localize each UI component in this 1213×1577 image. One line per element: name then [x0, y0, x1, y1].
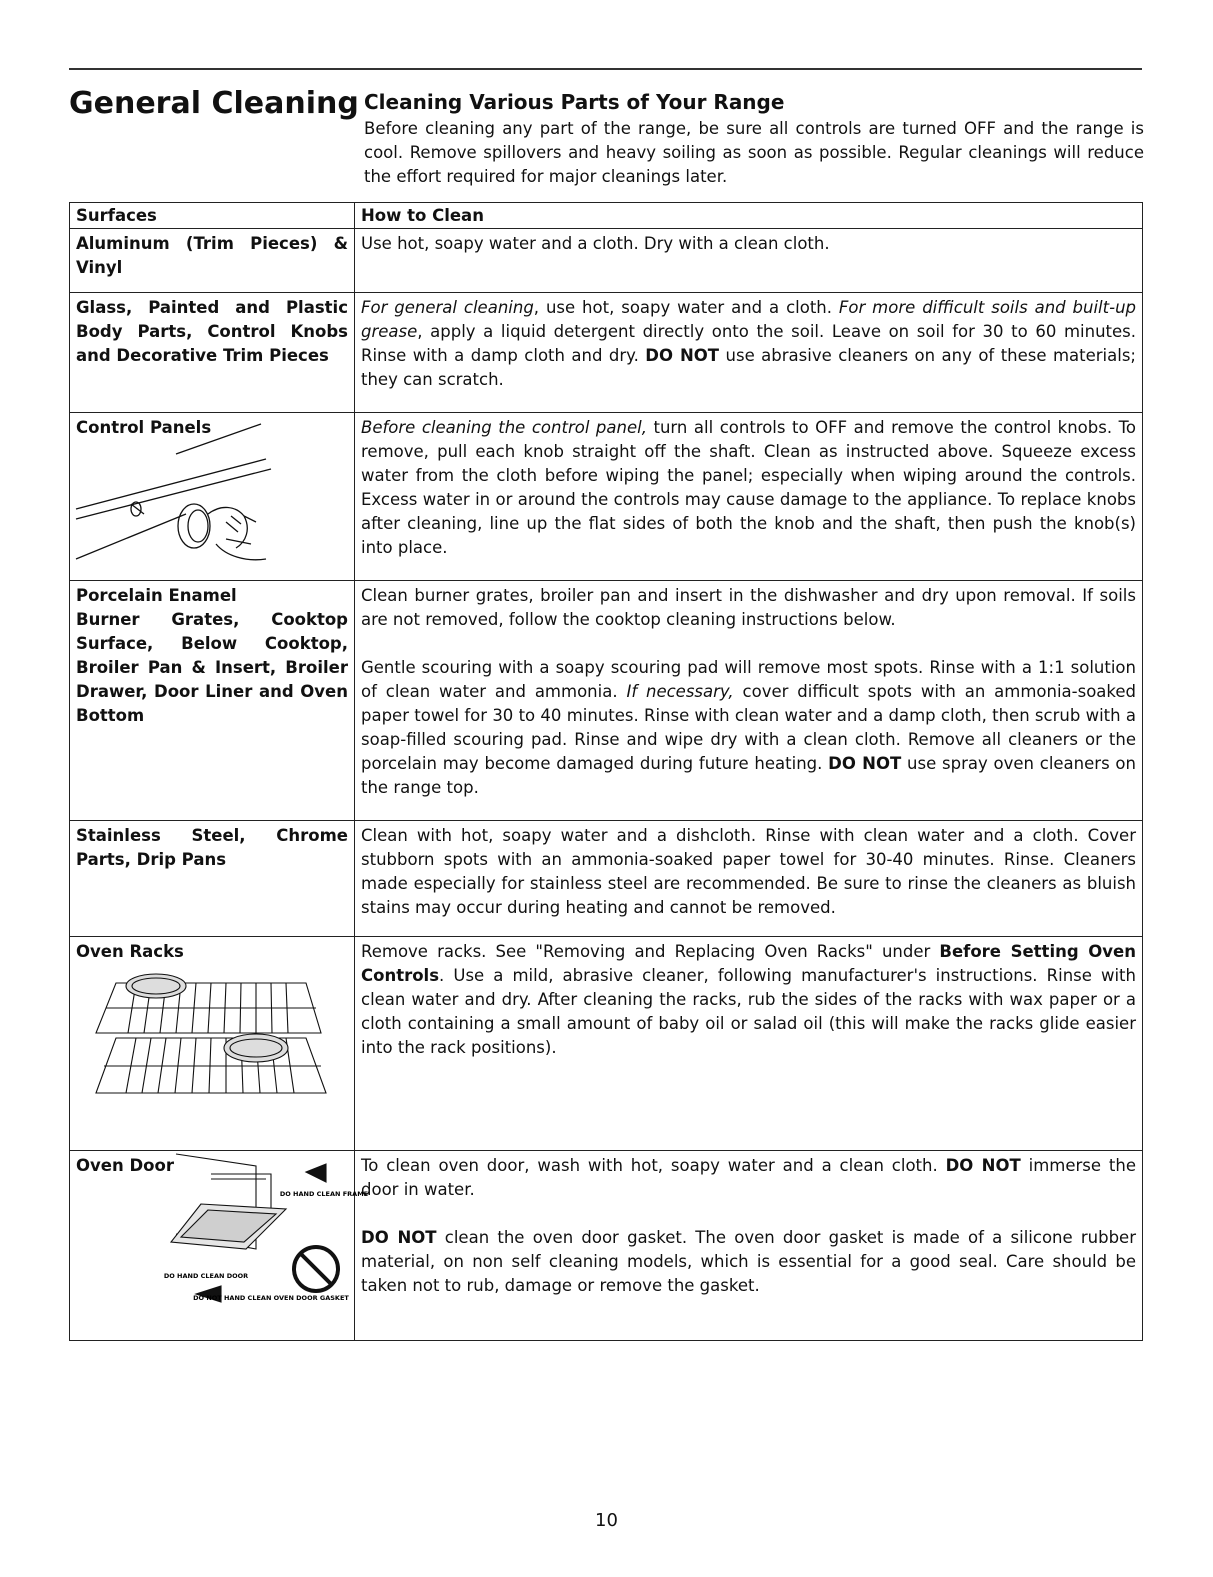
how-to-clean-cell: Clean with hot, soapy water and a dishcloth. Rinse with clean water and a cloth. Cover stubborn spots with an ammonia-soaked paper towel for 30-40 minutes. Rinse. Cleaners made especially for stainless steel are recommended. Be sure to rinse the cleaners as bluish stains may occur during heating and cannot be removed.: [355, 821, 1143, 937]
body-text: use abrasive cleaners on any of these materials; they can scratch.: [361, 346, 1136, 389]
page-title: General Cleaning: [69, 86, 359, 121]
italic-phrase: For more difficult soils and built-up grease: [361, 298, 1136, 341]
body-text: immerse the door in water.: [361, 1156, 1137, 1199]
surface-cell: [70, 937, 355, 1151]
table-row-stainless-steel: [70, 821, 1143, 937]
instruction-paragraph: [361, 656, 1136, 800]
surface-label: Oven Racks: [76, 942, 184, 961]
oven-racks-illustration: [76, 968, 336, 1103]
intro-text: Before cleaning any part of the range, be sure all controls are turned OFF and the range is cool. Remove spillovers and heavy soiling as soon as possible. Regular cleanings will reduce the effort required for major cleanings later.: [364, 119, 1144, 186]
how-to-clean-cell: [355, 293, 1143, 413]
table-row-control-panels: [70, 413, 1143, 581]
surface-label: Porcelain Enamel: [76, 586, 237, 605]
control-knob-illustration: [76, 444, 286, 564]
gasket-callout: DO NOT HAND CLEAN OVEN DOOR GASKET: [193, 1294, 349, 1302]
warning-text: DO NOT: [945, 1156, 1021, 1175]
warning-text: DO NOT: [645, 346, 720, 365]
frame-callout: DO HAND CLEAN FRAME: [279, 1190, 369, 1198]
surface-label: Oven Door: [76, 1156, 174, 1175]
body-text: , apply a liquid detergent directly onto the soil. Leave on soil for 30 to 60 minutes. Rinse with a damp cloth and dry.: [361, 322, 1136, 365]
body-text: , use hot, soapy water and a cloth.: [533, 298, 839, 317]
surface-cell: Glass, Painted and Plastic Body Parts, Control Knobs and Decorative Trim Pieces: [70, 293, 355, 413]
oven-door-cell-wrap: [76, 1154, 369, 1314]
surface-cell: Stainless Steel, Chrome Parts, Drip Pans: [70, 821, 355, 937]
how-to-clean-cell: [355, 937, 1143, 1151]
table-row-oven-door: [70, 1151, 1143, 1341]
table-row-porcelain-enamel: [70, 581, 1143, 821]
column-header-how-to-clean: How to Clean: [355, 203, 1143, 229]
oven-door-illustration: [163, 1154, 369, 1304]
surface-cell: [70, 413, 355, 581]
instruction-paragraph: [361, 1226, 1136, 1298]
surface-cell: Aluminum (Trim Pieces) & Vinyl: [70, 229, 355, 293]
body-text: use spray oven cleaners on the range top.: [361, 754, 1136, 797]
surface-label: Control Panels: [76, 418, 212, 437]
surface-cell: [70, 1151, 369, 1341]
door-callout: DO HAND CLEAN DOOR: [163, 1272, 249, 1280]
body-text: Remove racks. See "Removing and Replacing Oven Racks" under: [361, 942, 940, 961]
italic-phrase: Before cleaning the control panel,: [361, 418, 647, 437]
table-row-aluminum: [70, 229, 1143, 293]
table-header-row: [70, 203, 1143, 229]
warning-text: DO NOT: [361, 1228, 437, 1247]
body-text: Gentle scouring with a soapy scouring pad will remove most spots. Rinse with a 1:1 solution of clean water and ammonia.: [361, 658, 1136, 701]
body-text: turn all controls to OFF and remove the control knobs. To remove, pull each knob straight off the shaft. Clean as instructed above. Squeeze excess water from the cloth before wiping the panel; especially when wiping around the controls. Excess water in or around the controls may cause damage to the appliance. To replace knobs after cleaning, line up the flat sides of both the knob and the shaft, then push the knob(s) into place.: [361, 418, 1136, 557]
cleaning-table: [69, 202, 1143, 1341]
body-text: To clean oven door, wash with hot, soapy water and a clean cloth.: [361, 1156, 946, 1175]
table-row-oven-racks: [70, 937, 1143, 1151]
instruction-paragraph: [361, 1154, 1136, 1202]
surface-cell: [70, 581, 355, 821]
italic-phrase: If necessary,: [626, 682, 734, 701]
intro-section: [364, 90, 1144, 189]
instruction-paragraph: Clean burner grates, broiler pan and insert in the dishwasher and dry upon removal. If soils are not removed, follow the cooktop cleaning instructions below.: [361, 586, 1136, 629]
table-row-glass-painted: [70, 293, 1143, 413]
body-text: . Use a mild, abrasive cleaner, following manufacturer's instructions. Rinse with clean water and dry. After cleaning the racks, rub the sides of the racks with wax paper or a cloth containing a small amount of baby oil or salad oil (this will make the racks glide easier into the rack positions).: [361, 966, 1136, 1057]
surface-sublabel: Burner Grates, Cooktop Surface, Below Cooktop, Broiler Pan & Insert, Broiler Drawer, Door Liner and Oven Bottom: [76, 610, 348, 725]
intro-title: Cleaning Various Parts of Your Range: [364, 90, 785, 114]
how-to-clean-cell: [355, 581, 1143, 821]
italic-phrase: For general cleaning: [361, 298, 534, 317]
how-to-clean-cell: [355, 413, 1143, 581]
top-rule: [69, 68, 1142, 70]
how-to-clean-cell: Use hot, soapy water and a cloth. Dry with a clean cloth.: [355, 229, 1143, 293]
page-number: 10: [595, 1510, 618, 1531]
body-text: clean the oven door gasket. The oven door gasket is made of a silicone rubber material, on non self cleaning models, which is essential for a good seal. Care should be taken not to rub, damage or remove the gasket.: [361, 1228, 1136, 1295]
section-reference: Before Setting Oven Controls: [361, 942, 1136, 985]
column-header-surfaces: Surfaces: [70, 203, 355, 229]
body-text: cover difficult spots with an ammonia-soaked paper towel for 30 to 40 minutes. Rinse with clean water and a damp cloth, then scrub with a soap-filled scouring pad. Rinse and wipe dry with a clean cloth. Remove all cleaners or the porcelain may become damaged during future heating.: [361, 682, 1137, 773]
how-to-clean-cell: [355, 1151, 1143, 1341]
warning-text: DO NOT: [828, 754, 902, 773]
